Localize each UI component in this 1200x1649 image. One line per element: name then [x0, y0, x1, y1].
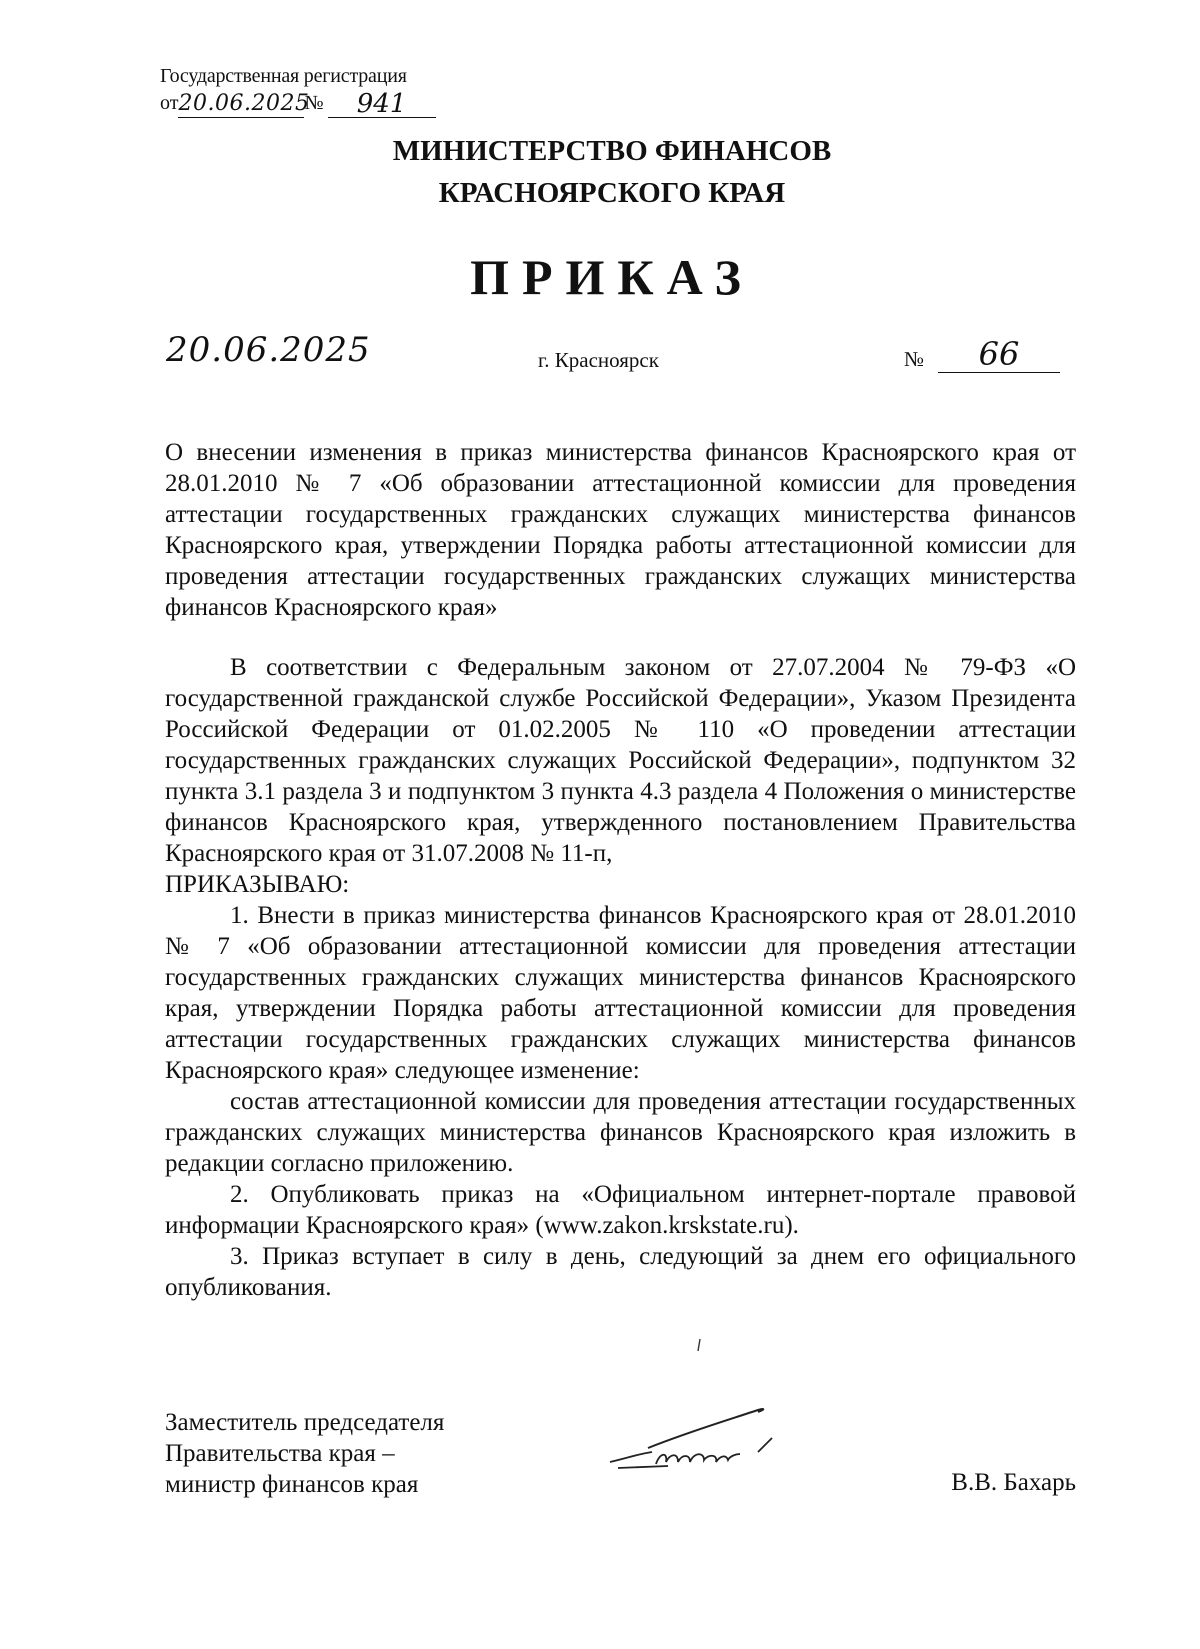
ministry-heading: [0, 130, 1200, 214]
stray-pen-mark: [696, 1338, 702, 1352]
document-type-heading: ПРИКАЗ: [470, 249, 754, 305]
registration-line: [160, 88, 436, 118]
handwritten-signature: [608, 1392, 808, 1482]
order-body: [165, 652, 1076, 1303]
order-date-handwritten: 20.06.2025: [166, 330, 371, 370]
registration-date-handwritten: 20.06.2025: [178, 91, 310, 116]
registration-label: Государственная регистрация: [160, 65, 407, 87]
preamble-paragraph: В соответствии с Федеральным законом от 27.07.2004 № 79-ФЗ «О государственной гражданской службе Российской Федерации», Указом Президента Российской Федерации от 01.02.2005 № 110 «О проведении аттестации государственных гражданских служащих Российской Федерации», подпунктом 32 пункта 3.1 раздела 3 и подпунктом 3 пункта 4.3 раздела 4 Положения о министерстве финансов Красноярского края, утвержденного постановлением Правительства Красноярского края от 31.07.2008 № 11-п,: [165, 654, 1076, 867]
signatory-position: [165, 1407, 444, 1500]
registration-number-handwritten: 941: [328, 91, 436, 118]
order-number-label: №: [904, 347, 925, 371]
ministry-line-1: МИНИСТЕРСТВО ФИНАНСОВ: [392, 135, 832, 167]
registration-number-label: №: [304, 92, 324, 114]
item-2-paragraph: 2. Опубликовать приказ на «Официальном интернет-портале правовой информации Красноярского края» (www.zakon.krskstate.ru).: [165, 1181, 1076, 1239]
signatory-position-line-3: министр финансов края: [165, 1471, 419, 1498]
item-3-paragraph: 3. Приказ вступает в силу в день, следующий за днем его официального опубликования.: [165, 1243, 1076, 1301]
ministry-line-2: КРАСНОЯРСКОГО КРАЯ: [438, 177, 786, 209]
order-number-handwritten: 66: [938, 336, 1060, 373]
order-title: О внесении изменения в приказ министерства финансов Красноярского края от 28.01.2010 № 7 «Об образовании аттестационной комиссии для проведения аттестации государственных гражданских служащих министерства финансов Красноярского края, утверждении Порядка работы аттестационной комиссии для проведения аттестации государственных гражданских служащих министерства финансов Красноярского края»: [165, 439, 1076, 621]
signatory-position-line-1: Заместитель председателя: [165, 1409, 445, 1436]
signatory-name: В.В. Бахарь: [951, 1469, 1076, 1496]
item-1-paragraph: 1. Внести в приказ министерства финансов Красноярского края от 28.01.2010 № 7 «Об образовании аттестационной комиссии для проведения аттестации государственных гражданских служащих министерства финансов Красноярского края, утверждении Порядка работы аттестационной комиссии для проведения аттестации государственных гражданских служащих министерства финансов Красноярского края» следующее изменение:: [165, 902, 1076, 1084]
item-1-change-paragraph: состав аттестационной комиссии для проведения аттестации государственных гражданских служащих министерства финансов Красноярского края изложить в редакции согласно приложению.: [165, 1088, 1076, 1177]
registration-from-label: от: [160, 92, 179, 114]
order-city: г. Красноярск: [538, 348, 659, 372]
command-word: ПРИКАЗЫВАЮ:: [165, 871, 350, 898]
signatory-position-line-2: Правительства края –: [165, 1440, 395, 1467]
